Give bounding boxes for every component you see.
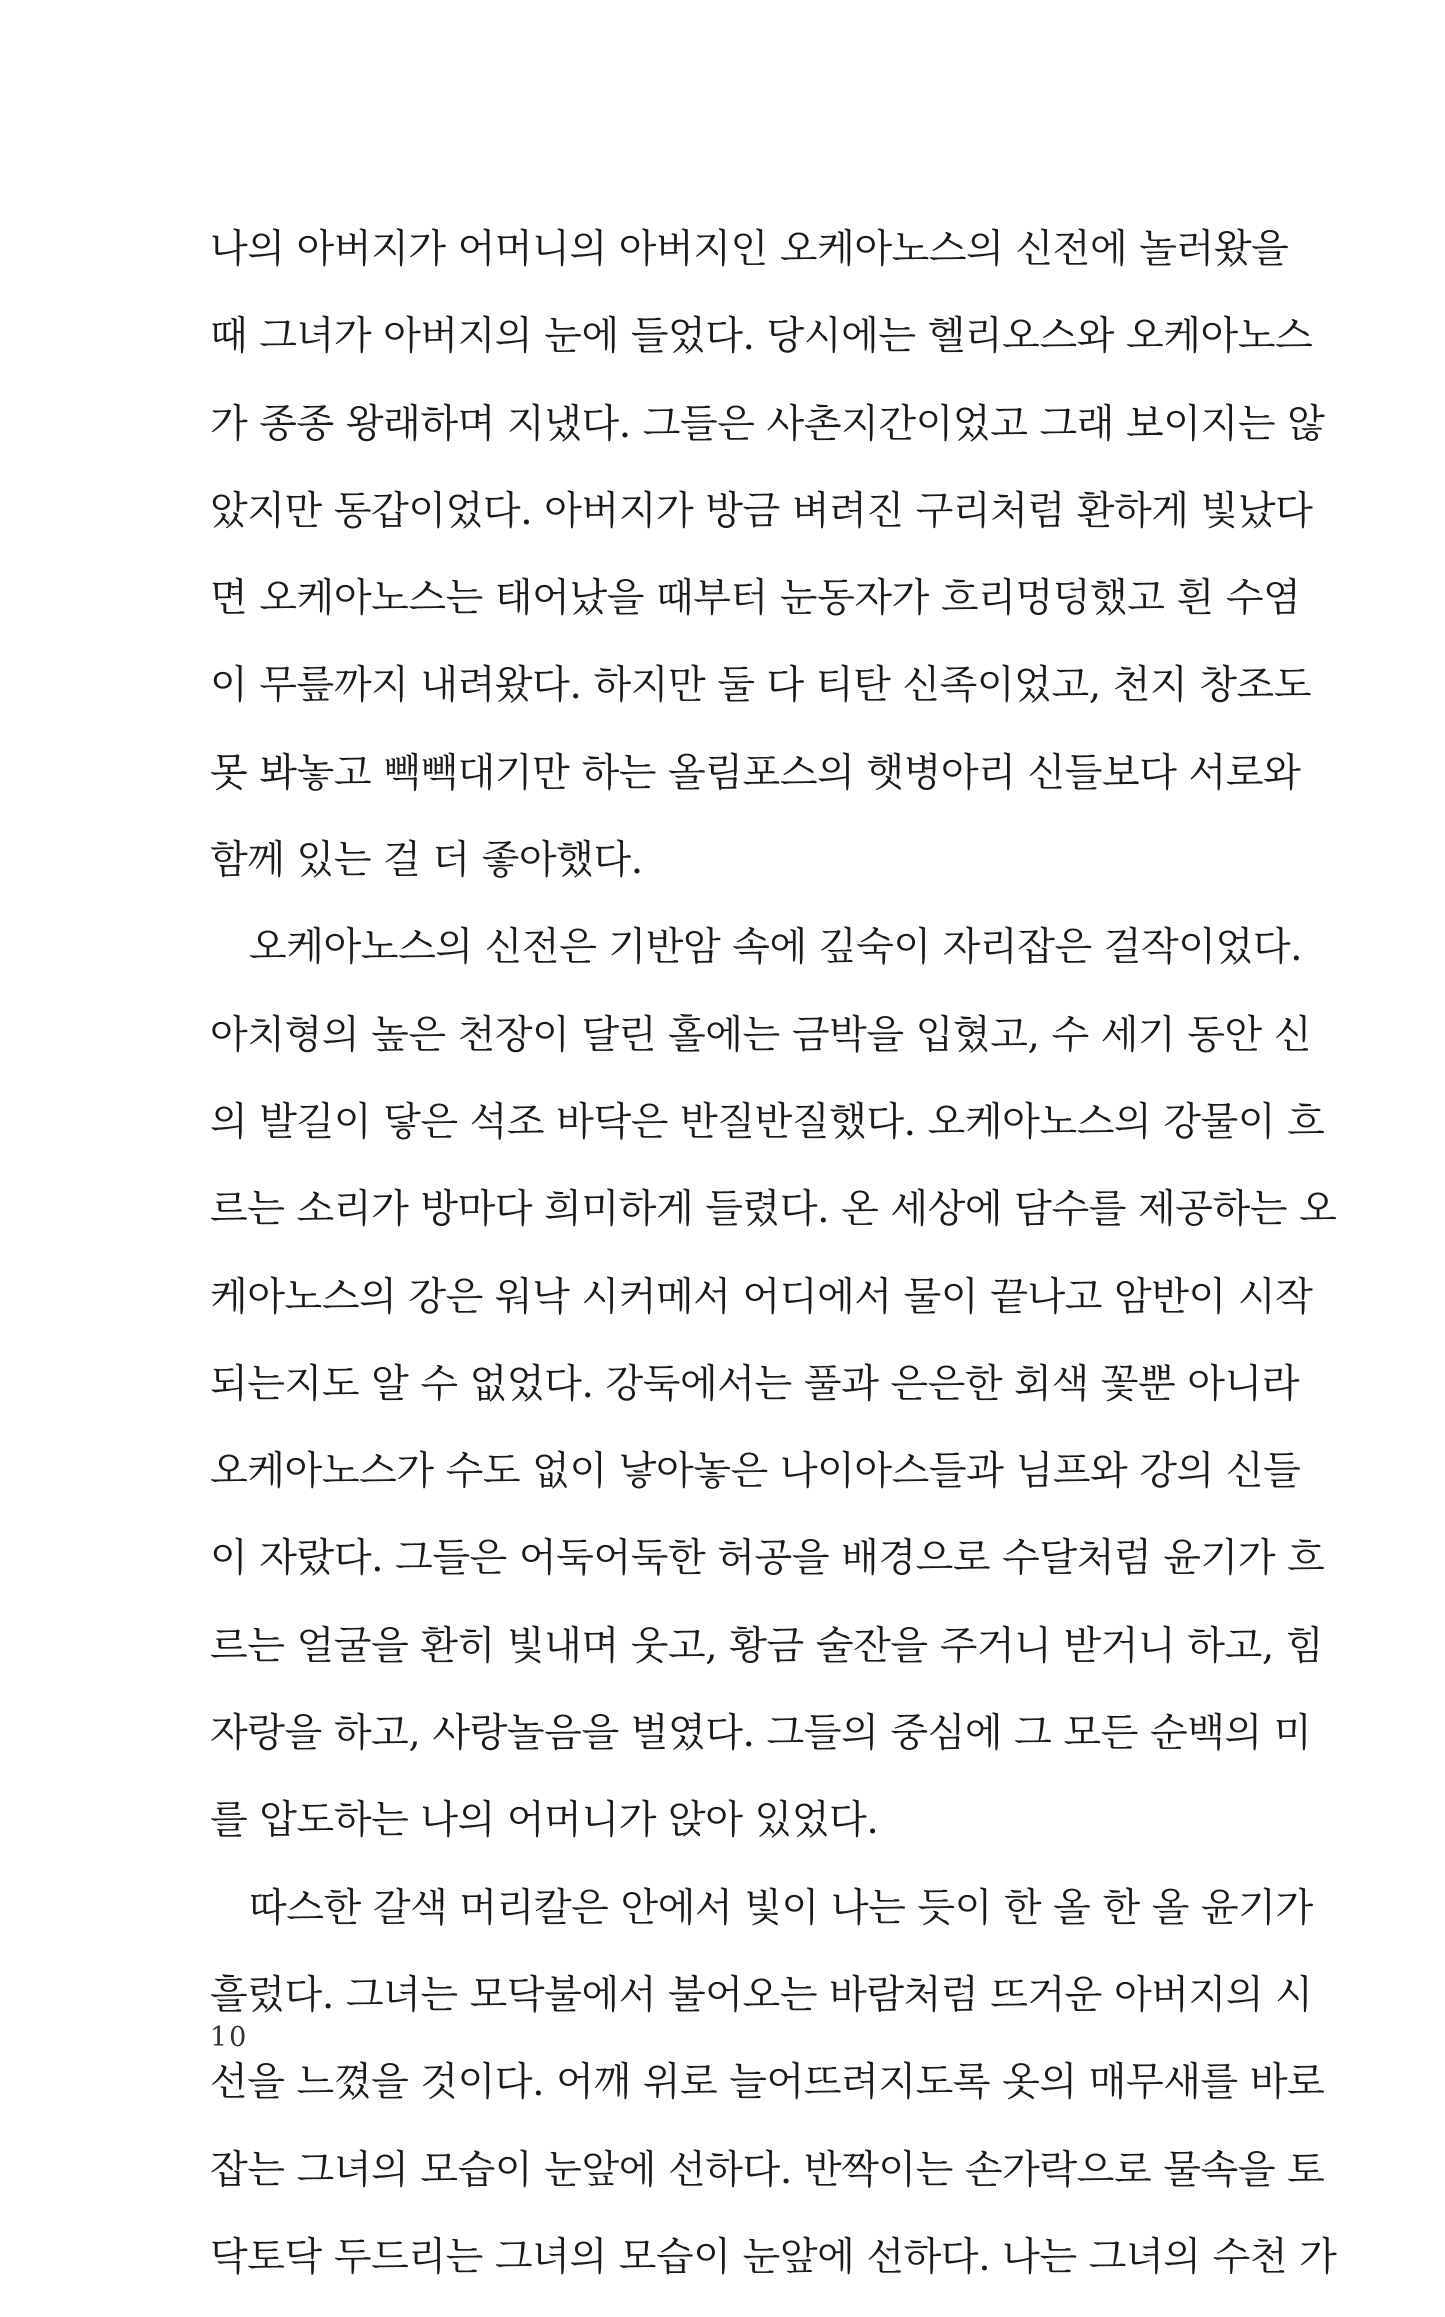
text-line: 았지만 동갑이었다. 아버지가 방금 벼려진 구리처럼 환하게 빛났다	[210, 488, 1313, 534]
text-line-paragraph-end: 를 압도하는 나의 어머니가 앉아 있었다.	[210, 1798, 879, 1844]
text-line: 아치형의 높은 천장이 달린 홀에는 금박을 입혔고, 수 세기 동안 신	[210, 1012, 1312, 1058]
text-line: 자랑을 하고, 사랑놀음을 벌였다. 그들의 중심에 그 모든 순백의 미	[210, 1711, 1312, 1757]
text-line: 면 오케아노스는 태어났을 때부터 눈동자가 흐리멍덩했고 흰 수염	[210, 576, 1301, 622]
text-line-paragraph-end: 함께 있는 걸 더 좋아했다.	[210, 838, 643, 884]
text-line-paragraph-start: 오케아노스의 신전은 기반암 속에 깊숙이 자리잡은 걸작이었다.	[249, 925, 1303, 971]
text-line: 되는지도 알 수 없었다. 강둑에서는 풀과 은은한 회색 꽃뿐 아니라	[210, 1361, 1300, 1407]
text-line: 닥토닥 두드리는 그녀의 모습이 눈앞에 선하다. 나는 그녀의 수천 가	[210, 2234, 1337, 2280]
text-line: 잡는 그녀의 모습이 눈앞에 선하다. 반짝이는 손가락으로 물속을 토	[210, 2147, 1325, 2193]
text-line: 가 종종 왕래하며 지냈다. 그들은 사촌지간이었고 그래 보이지는 않	[210, 401, 1325, 447]
text-line: 이 자랐다. 그들은 어둑어둑한 허공을 배경으로 수달처럼 윤기가 흐	[210, 1536, 1325, 1582]
text-line: 나의 아버지가 어머니의 아버지인 오케아노스의 신전에 놀러왔을	[210, 227, 1289, 272]
text-line: 르는 얼굴을 환히 빛내며 웃고, 황금 술잔을 주거니 받거니 하고, 힘	[210, 1623, 1324, 1669]
text-line: 흘렀다. 그녀는 모닥불에서 불어오는 바람처럼 뜨거운 아버지의 시	[210, 1972, 1313, 2018]
text-line: 선을 느꼈을 것이다. 어깨 위로 늘어뜨려지도록 옷의 매무새를 바로	[210, 2060, 1325, 2106]
text-line-paragraph-start: 따스한 갈색 머리칼은 안에서 빛이 나는 듯이 한 올 한 올 윤기가	[249, 1885, 1313, 1931]
text-line: 르는 소리가 방마다 희미하게 들렸다. 온 세상에 담수를 제공하는 오	[210, 1187, 1337, 1233]
text-line: 오케아노스가 수도 없이 낳아놓은 나이아스들과 님프와 강의 신들	[210, 1449, 1301, 1495]
text-line: 못 봐놓고 빽빽대기만 하는 올림포스의 햇병아리 신들보다 서로와	[210, 750, 1301, 796]
text-line: 때 그녀가 아버지의 눈에 들었다. 당시에는 헬리오스와 오케아노스	[210, 314, 1313, 360]
text-line: 이 무릎까지 내려왔다. 하지만 둘 다 티탄 신족이었고, 천지 창조도	[210, 663, 1312, 709]
text-line: 케아노스의 강은 워낙 시커메서 어디에서 물이 끝나고 암반이 시작	[210, 1274, 1313, 1320]
body-text	[210, 222, 1337, 2317]
text-line: 의 발길이 닿은 석조 바닥은 반질반질했다. 오케아노스의 강물이 흐	[210, 1099, 1325, 1145]
page-number: 10	[210, 2022, 249, 2053]
